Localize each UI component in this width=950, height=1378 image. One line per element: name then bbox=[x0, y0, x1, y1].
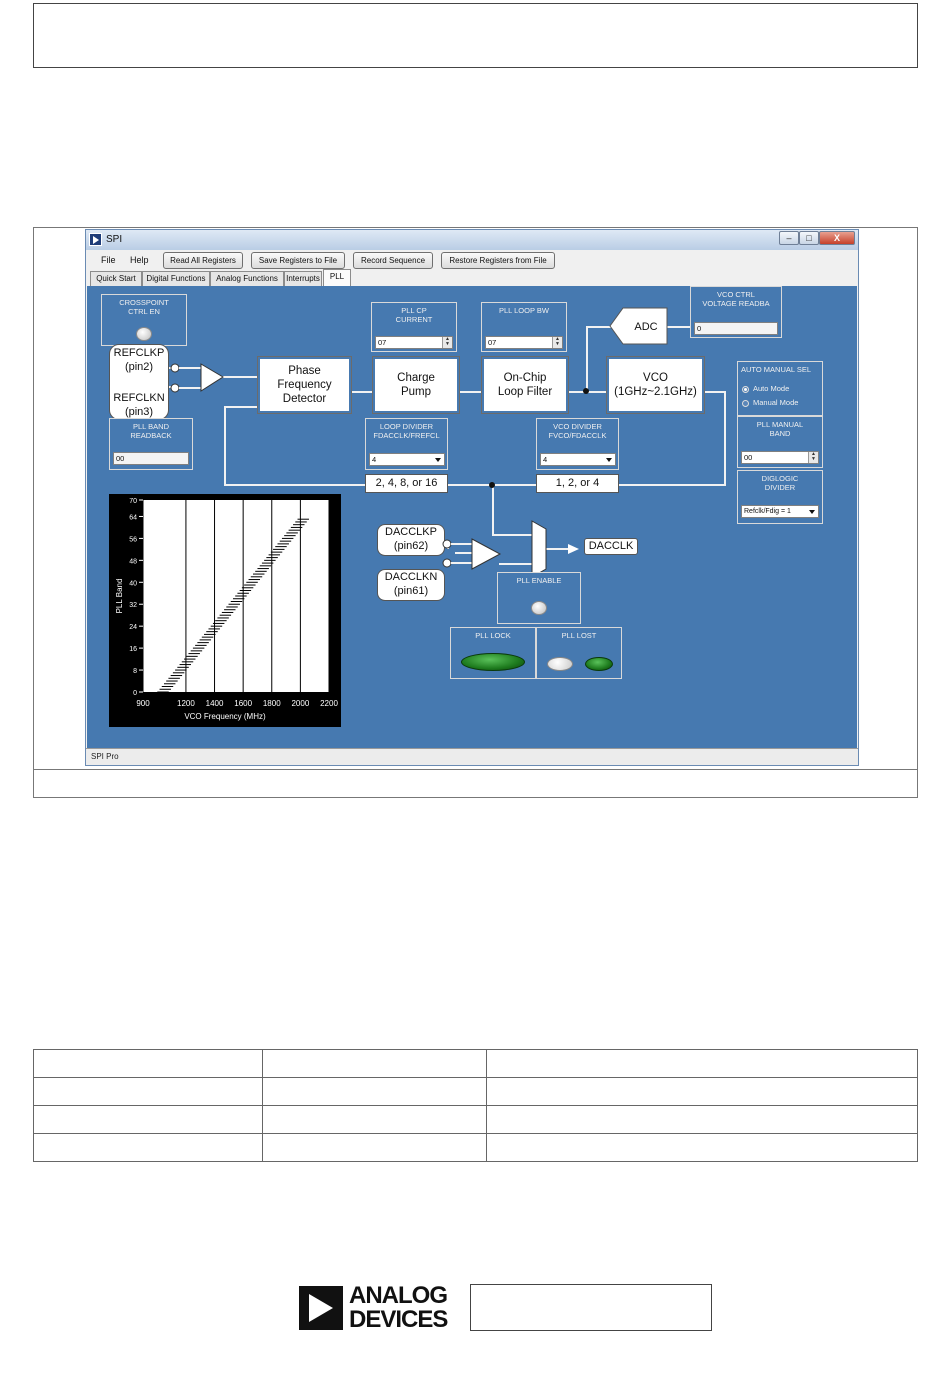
table-cell bbox=[487, 1106, 918, 1134]
close-button[interactable]: X bbox=[819, 231, 855, 245]
wire-to-mux bbox=[492, 484, 494, 536]
pll-enable-ctrl bbox=[497, 572, 581, 624]
auto-mode-radio[interactable] bbox=[742, 386, 749, 393]
wire-pfd-cp bbox=[351, 391, 373, 393]
dacclkn-label: DACCLKN (pin61) bbox=[377, 569, 445, 601]
manual-mode-label: Manual Mode bbox=[753, 398, 799, 407]
restore-registers-button[interactable]: Restore Registers from File bbox=[441, 252, 555, 269]
footer-box bbox=[470, 1284, 712, 1331]
status-bar bbox=[86, 748, 858, 765]
vco-ctrl-value-field: 0 bbox=[694, 322, 778, 335]
app-icon bbox=[89, 233, 102, 246]
pll-cp-current-value: 07 bbox=[378, 338, 387, 347]
diglogic-divider-ctrl bbox=[737, 470, 823, 524]
y-tick-label: 32 bbox=[129, 602, 137, 610]
table-cell bbox=[487, 1134, 918, 1162]
wire-vco-out bbox=[704, 391, 726, 393]
x-tick-label: 2000 bbox=[291, 699, 310, 708]
pll-cp-current-ctrl bbox=[371, 302, 457, 352]
table-cell bbox=[34, 1078, 263, 1106]
table-row bbox=[34, 1078, 918, 1106]
diglogic-divider-select[interactable] bbox=[741, 505, 819, 518]
pll-band-readback-label: PLL BAND READBACK bbox=[130, 422, 172, 440]
refclkn-label: REFCLKN (pin3) bbox=[113, 392, 165, 418]
x-tick-label: 2200 bbox=[320, 699, 338, 708]
read-all-registers-button[interactable]: Read All Registers bbox=[163, 252, 243, 269]
spin-arrows-icon[interactable]: ▲ ▼ bbox=[442, 337, 452, 348]
pll-loop-bw-input[interactable] bbox=[485, 336, 563, 349]
vco-label: VCO (1GHz~2.1GHz) bbox=[614, 372, 697, 398]
maximize-button[interactable]: □ bbox=[799, 231, 819, 245]
logo-mark-icon bbox=[299, 1286, 343, 1330]
loop-divider-range: 2, 4, 8, or 16 bbox=[365, 474, 448, 493]
pll-manual-band-value: 00 bbox=[744, 453, 753, 462]
menu-bar bbox=[86, 251, 858, 271]
x-tick-label: 1200 bbox=[177, 699, 195, 708]
window-title: SPI bbox=[106, 234, 123, 245]
pll-loop-bw-ctrl bbox=[481, 302, 567, 352]
charge-pump bbox=[372, 356, 460, 414]
vco-divider-select[interactable] bbox=[540, 453, 616, 466]
y-tick-label: 8 bbox=[133, 668, 137, 676]
y-axis-label: PLL Band bbox=[115, 578, 124, 614]
table-cell bbox=[262, 1050, 487, 1078]
dacclk-label: DACCLK bbox=[584, 538, 638, 555]
vco-divider-ctrl bbox=[536, 418, 619, 470]
auto-manual-sel bbox=[737, 361, 823, 416]
wire-to-adc bbox=[586, 326, 588, 393]
x-tick-label: 1800 bbox=[262, 699, 281, 708]
tab-bar bbox=[86, 270, 858, 286]
charge-pump-label: Charge Pump bbox=[397, 372, 435, 398]
junction-dot bbox=[583, 388, 589, 394]
page-table bbox=[33, 1049, 918, 1162]
tab-digital-functions[interactable]: Digital Functions bbox=[142, 271, 210, 286]
tab-interrupts[interactable]: Interrupts bbox=[284, 271, 322, 286]
loop-divider-select[interactable] bbox=[369, 453, 445, 466]
table-cell bbox=[262, 1078, 487, 1106]
adc-block bbox=[609, 306, 669, 346]
refclkp-label: REFCLKP (pin2) bbox=[113, 347, 165, 373]
manual-mode-radio[interactable] bbox=[742, 400, 749, 407]
pll-loop-bw-label: PLL LOOP BW bbox=[498, 306, 550, 315]
x-axis-label: VCO Frequency (MHz) bbox=[184, 712, 266, 721]
pll-manual-band-input[interactable] bbox=[741, 451, 819, 464]
menu-file[interactable]: File bbox=[101, 255, 116, 265]
title-bar[interactable] bbox=[86, 230, 858, 250]
wire-feedback bbox=[224, 484, 726, 486]
vco-ctrl-readback bbox=[690, 286, 782, 338]
x-tick-label: 1400 bbox=[205, 699, 224, 708]
status-text: SPI Pro bbox=[91, 752, 119, 761]
y-tick-label: 0 bbox=[133, 690, 137, 697]
table-cell bbox=[34, 1134, 263, 1162]
chevron-down-icon bbox=[809, 510, 815, 514]
chevron-down-icon bbox=[435, 458, 441, 462]
pll-lock-led bbox=[461, 653, 525, 671]
loop-filter bbox=[481, 356, 569, 414]
vco-ctrl-label: VCO CTRL VOLTAGE READBA bbox=[702, 290, 770, 308]
pll-manual-band-ctrl bbox=[737, 416, 823, 468]
auto-manual-label: AUTO MANUAL SEL bbox=[741, 365, 812, 374]
tab-quick-start[interactable]: Quick Start bbox=[90, 271, 142, 286]
pll-panel bbox=[87, 286, 857, 748]
adc-label: ADC bbox=[634, 321, 658, 333]
pll-band-readback-field: 00 bbox=[113, 452, 189, 465]
pll-band-readback bbox=[109, 418, 193, 470]
chevron-down-icon bbox=[606, 458, 612, 462]
loop-divider-label: LOOP DIVIDER FDACCLK/FREFCL bbox=[373, 422, 440, 440]
save-registers-button[interactable]: Save Registers to File bbox=[251, 252, 345, 269]
y-tick-label: 40 bbox=[129, 580, 137, 588]
y-tick-label: 24 bbox=[129, 624, 137, 632]
header-box bbox=[33, 3, 918, 68]
diglogic-divider-label: DIGLOGIC DIVIDER bbox=[761, 474, 799, 492]
table-row bbox=[34, 1134, 918, 1162]
table-cell bbox=[262, 1134, 487, 1162]
clock-mux-icon bbox=[530, 520, 548, 578]
vco-divider-value: 4 bbox=[543, 455, 548, 464]
pll-lost-reset-button[interactable] bbox=[547, 657, 573, 671]
vco-divider-label: VCO DIVIDER FVCO/FDACCLK bbox=[548, 422, 607, 440]
table-row bbox=[34, 1106, 918, 1134]
pfd-label: Phase Frequency Detector bbox=[277, 365, 332, 405]
pll-enable-label: PLL ENABLE bbox=[516, 576, 562, 585]
y-tick-label: 70 bbox=[129, 498, 137, 505]
auto-mode-label: Auto Mode bbox=[753, 384, 790, 393]
table-row bbox=[34, 1050, 918, 1078]
pll-band-chart bbox=[109, 494, 341, 727]
y-tick-label: 48 bbox=[129, 558, 137, 566]
table-cell bbox=[487, 1050, 918, 1078]
y-tick-label: 56 bbox=[129, 536, 137, 544]
pll-lost-label: PLL LOST bbox=[561, 631, 597, 640]
pll-lost-led bbox=[585, 657, 613, 671]
junction-dot bbox=[489, 482, 495, 488]
loop-filter-label: On-Chip Loop Filter bbox=[497, 372, 553, 398]
pll-enable-toggle[interactable] bbox=[531, 601, 547, 615]
pll-lock-label: PLL LOCK bbox=[475, 631, 511, 640]
wire-vco-down bbox=[724, 391, 726, 486]
spin-arrows-icon[interactable]: ▲ ▼ bbox=[552, 337, 562, 348]
loop-divider-ctrl bbox=[365, 418, 448, 470]
analog-devices-logo bbox=[299, 1284, 459, 1332]
loop-divider-value: 4 bbox=[372, 455, 377, 464]
pll-loop-bw-value: 07 bbox=[488, 338, 497, 347]
pll-lock-indicator bbox=[450, 627, 536, 679]
pll-lost-indicator bbox=[536, 627, 622, 679]
tab-pll[interactable]: PLL bbox=[323, 269, 351, 286]
logo-line-1: ANALOG bbox=[349, 1282, 447, 1309]
y-tick-label: 16 bbox=[129, 646, 137, 654]
minimize-button[interactable]: – bbox=[779, 231, 799, 245]
caption-divider bbox=[33, 769, 918, 770]
vco-divider-range: 1, 2, or 4 bbox=[536, 474, 619, 493]
pll-cp-current-label: PLL CP CURRENT bbox=[395, 306, 433, 324]
pll-manual-band-label: PLL MANUAL BAND bbox=[756, 420, 804, 438]
table-cell bbox=[262, 1106, 487, 1134]
menu-help[interactable]: Help bbox=[130, 255, 149, 265]
crosspoint-label: CROSSPOINT CTRL EN bbox=[119, 298, 169, 316]
dacclk-buffer-icon bbox=[442, 536, 504, 576]
x-tick-label: 1600 bbox=[234, 699, 253, 708]
spin-arrows-icon[interactable]: ▲ ▼ bbox=[808, 452, 818, 463]
wire-feedback-in bbox=[224, 406, 258, 408]
tab-analog-functions[interactable]: Analog Functions bbox=[210, 271, 284, 286]
table-cell bbox=[34, 1106, 263, 1134]
x-tick-label: 900 bbox=[136, 699, 150, 708]
table-cell bbox=[34, 1050, 263, 1078]
wire-feedback-up bbox=[224, 406, 226, 486]
arrow-right-icon bbox=[567, 542, 581, 556]
pll-cp-current-input[interactable] bbox=[375, 336, 453, 349]
table-cell bbox=[487, 1078, 918, 1106]
vco-block bbox=[606, 356, 705, 414]
dacclkp-label: DACCLKP (pin62) bbox=[377, 524, 445, 556]
pll-band-plot bbox=[109, 494, 341, 727]
refclk-buffer-icon bbox=[169, 360, 225, 396]
phase-frequency-detector bbox=[257, 356, 352, 414]
diglogic-divider-value: Refclk/Fdig = 1 bbox=[744, 508, 791, 515]
spi-window bbox=[85, 229, 859, 766]
wire-adc-readback bbox=[667, 326, 691, 328]
crosspoint-toggle[interactable] bbox=[136, 327, 152, 341]
wire-to-pfd bbox=[222, 376, 258, 378]
y-tick-label: 64 bbox=[129, 514, 137, 522]
wire-cp-lf bbox=[459, 391, 483, 393]
record-sequence-button[interactable]: Record Sequence bbox=[353, 252, 433, 269]
crosspoint-ctrl bbox=[101, 294, 187, 346]
logo-line-2: DEVICES bbox=[349, 1306, 448, 1333]
